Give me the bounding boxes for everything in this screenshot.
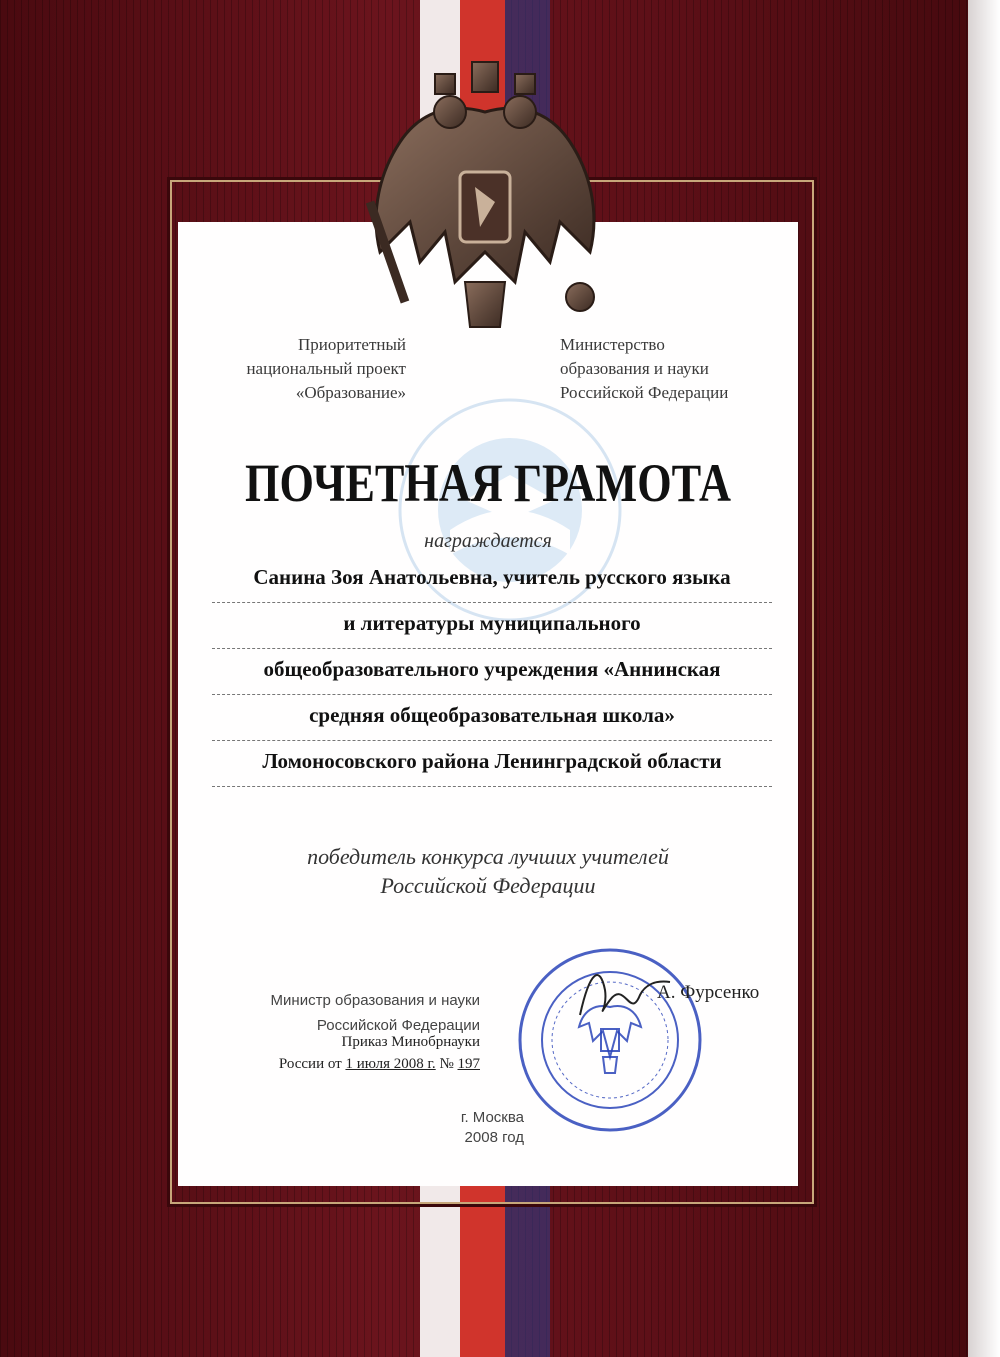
awarded-label: награждается	[424, 530, 552, 552]
issue-year: 2008 год	[464, 1129, 524, 1146]
certificate-title: ПОЧЕТНАЯ ГРАМОТА	[245, 453, 731, 513]
issue-place: г. Москва 2008 год	[400, 1108, 524, 1148]
order-reference: Приказ Минобрнауки России от 1 июля 2008 г. № 197	[278, 1034, 480, 1072]
double-headed-eagle-icon	[340, 52, 630, 332]
recipient-line: общеобразовательного учреждения «Аннинская	[212, 650, 772, 695]
order-number: 197	[457, 1056, 480, 1072]
recipient-line: Санина Зоя Анатольевна, учитель русского языка	[212, 558, 772, 603]
minister-title: Министр образования и науки Российской Федерации	[270, 992, 480, 1034]
recipient-line: средняя общеобразовательная школа»	[212, 696, 772, 741]
project-name-block: Приоритетный национальный проект «Образование»	[246, 335, 406, 402]
award-reason: победитель конкурса лучших учителей Российской Федерации	[307, 844, 669, 898]
recipient-line: и литературы муниципального	[212, 604, 772, 649]
page-edge	[968, 0, 1000, 1357]
signatory-name: А. Фурсенко	[657, 982, 760, 1003]
ministry-name-block: Министерство образования и науки Российской Федерации	[560, 335, 729, 402]
recipient-line: Ломоносовского района Ленинградской области	[212, 742, 772, 787]
order-date: 1 июля 2008 г.	[345, 1056, 436, 1072]
